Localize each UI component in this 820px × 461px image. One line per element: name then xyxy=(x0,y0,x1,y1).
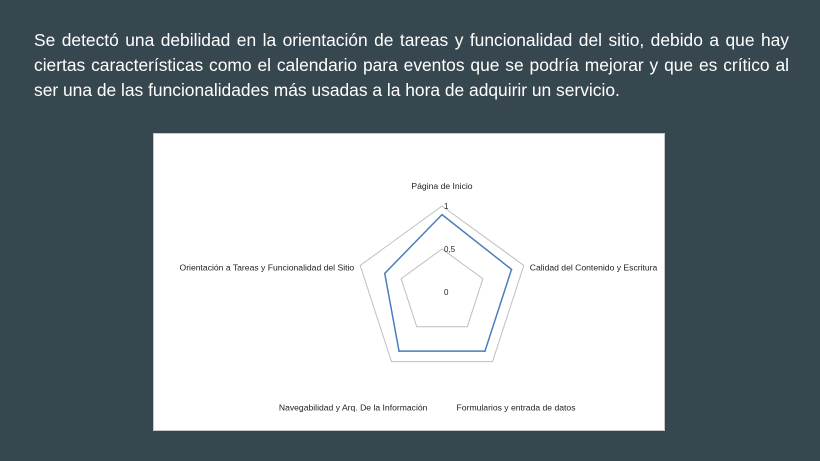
radar-tick-label: 0 xyxy=(444,288,449,297)
radar-category-label: Navegabilidad y Arq. De la Información xyxy=(278,402,428,413)
radar-tick-label: 0,5 xyxy=(444,245,456,254)
radar-data-point xyxy=(398,350,400,352)
radar-category-label: Formularios y entrada de datos xyxy=(456,402,576,413)
radar-data-point xyxy=(511,269,513,271)
radar-data-point xyxy=(484,350,486,352)
radar-category-label: Orientación a Tareas y Funcionalidad del Sitio xyxy=(179,262,355,273)
radar-category-labels xyxy=(180,181,658,413)
radar-data-point xyxy=(384,273,386,275)
radar-grid xyxy=(360,206,524,362)
radar-grid-ring xyxy=(401,249,483,327)
radar-data-point xyxy=(441,214,443,216)
slide-paragraph: Se detectó una debilidad en la orientación de tareas y funcionalidad del sitio, debido a que hay ciertas características como el calendario para eventos que se podría mejorar y que es crítico al ser una de las funcionalidades más usadas a la hora de adquirir un servicio. xyxy=(34,30,789,100)
radar-category-label: Página de Inicio xyxy=(411,181,473,191)
radar-series-line xyxy=(385,215,512,352)
radar-tick-label: 1 xyxy=(444,202,449,211)
radar-tick-labels xyxy=(444,202,456,297)
radar-chart-frame xyxy=(153,133,665,431)
radar-grid-ring xyxy=(360,206,524,362)
radar-category-label: Calidad del Contenido y Escritura xyxy=(529,262,658,273)
radar-chart xyxy=(154,134,664,430)
